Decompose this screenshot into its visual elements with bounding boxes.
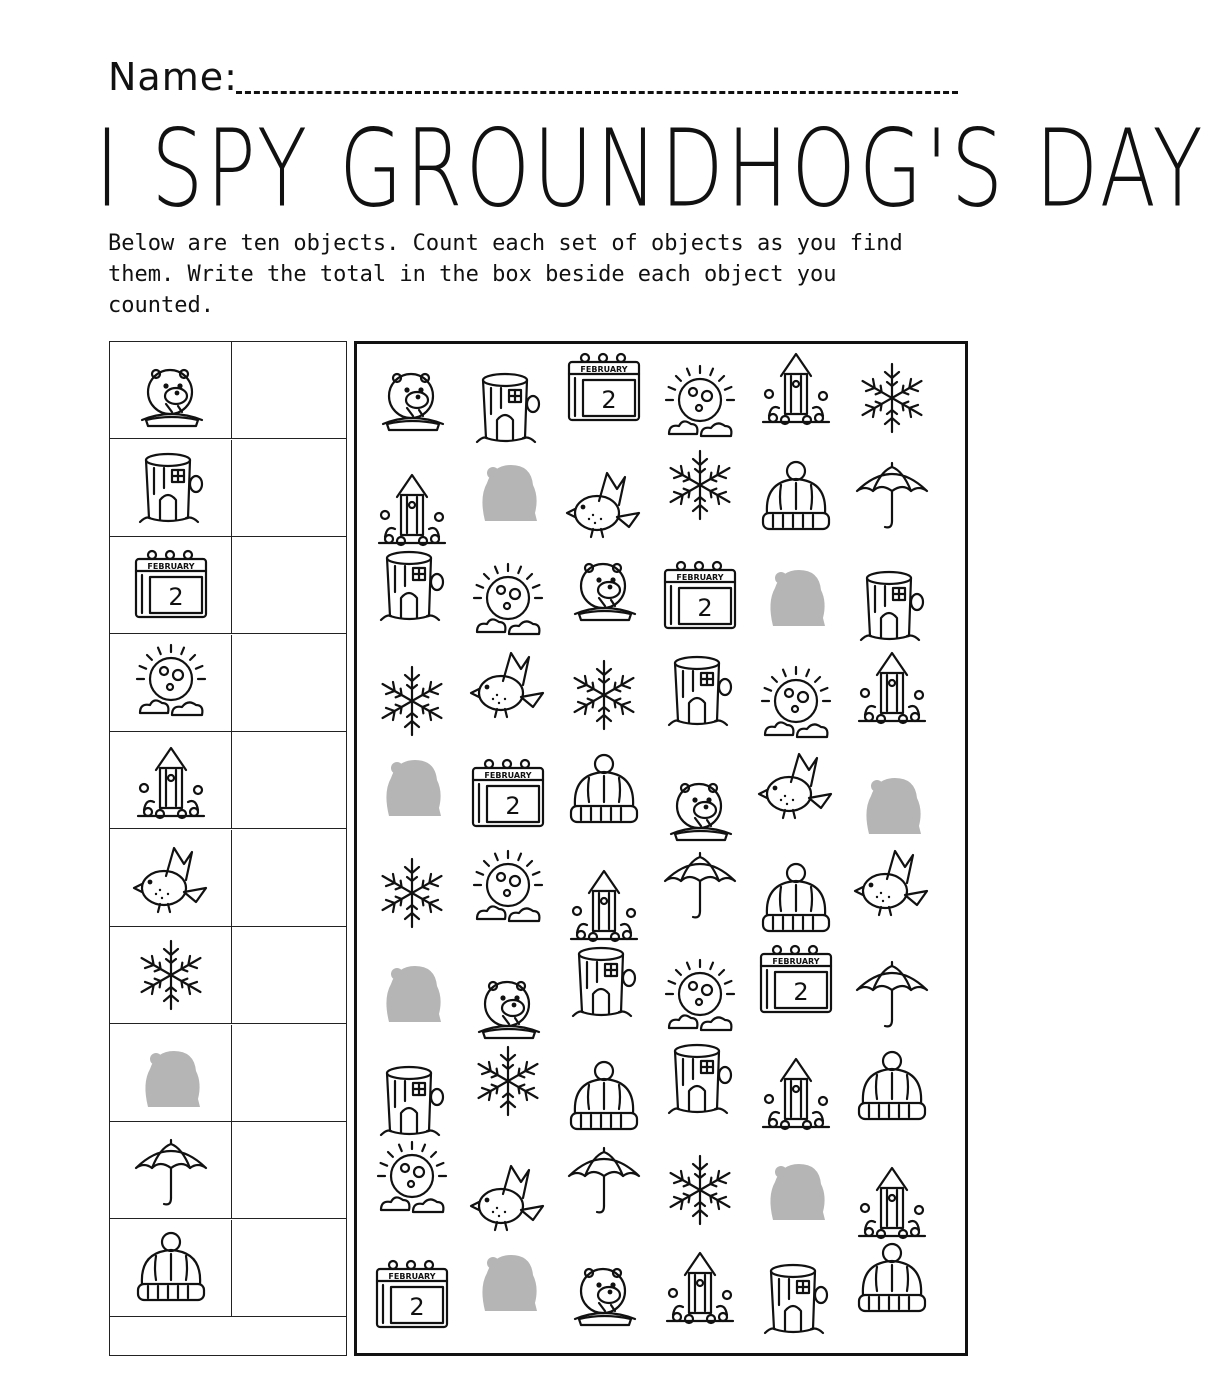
tree-stump-house-icon	[751, 1259, 841, 1339]
tree-stump-house-icon	[126, 448, 216, 528]
instructions-text: Below are ten objects. Count each set of objects as you find them. Write the total in the box beside each object you counted.	[108, 231, 903, 318]
svg-text:2: 2	[697, 594, 713, 622]
name-write-line[interactable]	[236, 91, 958, 94]
beanie-icon	[847, 1047, 937, 1127]
beanie-icon	[751, 859, 841, 939]
shadow-icon	[367, 948, 457, 1028]
sun-cloud-icon	[367, 1140, 457, 1220]
key-row	[110, 342, 346, 439]
answer-box[interactable]	[232, 635, 346, 731]
svg-text:FEBRUARY: FEBRUARY	[484, 771, 532, 780]
svg-text:2: 2	[505, 792, 521, 820]
answer-box[interactable]	[232, 1220, 346, 1316]
snowflake-icon	[655, 1150, 745, 1230]
answer-box[interactable]	[232, 440, 346, 536]
shadow-icon	[751, 1146, 841, 1226]
birdhouse-icon	[559, 863, 649, 943]
beanie-icon	[847, 1239, 937, 1319]
tree-stump-house-icon	[559, 942, 649, 1022]
name-label: Name:	[108, 55, 238, 99]
answer-box[interactable]	[232, 537, 346, 633]
sun-cloud-icon	[655, 958, 745, 1038]
snowflake-icon	[559, 655, 649, 735]
tree-stump-house-icon	[847, 566, 937, 646]
svg-text:FEBRUARY: FEBRUARY	[580, 365, 628, 374]
answer-box[interactable]	[232, 732, 346, 828]
svg-text:2: 2	[409, 1293, 425, 1321]
key-row	[110, 1025, 346, 1122]
sun-cloud-icon	[655, 364, 745, 444]
beanie-icon	[751, 457, 841, 537]
svg-text:FEBRUARY: FEBRUARY	[388, 1272, 436, 1281]
snowflake-icon	[367, 661, 457, 741]
answer-box[interactable]	[232, 927, 346, 1023]
shadow-icon	[847, 760, 937, 840]
birdhouse-icon	[126, 740, 216, 820]
bird-icon	[559, 463, 649, 543]
tree-stump-house-icon	[367, 546, 457, 626]
birdhouse-icon	[655, 1245, 745, 1325]
bird-icon	[847, 841, 937, 921]
calendar-icon	[126, 545, 216, 625]
snowflake-icon	[367, 853, 457, 933]
shadow-icon	[463, 447, 553, 527]
shadow-icon	[367, 742, 457, 822]
calendar-icon	[367, 1255, 457, 1335]
beanie-icon	[559, 1057, 649, 1137]
key-row	[110, 927, 346, 1024]
bird-icon	[751, 744, 841, 824]
birdhouse-icon	[751, 1051, 841, 1131]
key-row	[110, 732, 346, 829]
calendar-icon	[655, 556, 745, 636]
beanie-icon	[126, 1228, 216, 1308]
shadow-icon	[463, 1237, 553, 1317]
answer-box[interactable]	[232, 1025, 346, 1121]
key-icon-cell	[110, 732, 232, 828]
key-icon-cell	[110, 440, 232, 536]
key-row	[110, 635, 346, 732]
calendar-icon	[751, 940, 841, 1020]
key-icon-cell	[110, 1220, 232, 1316]
umbrella-icon	[847, 453, 937, 533]
svg-text:FEBRUARY: FEBRUARY	[772, 957, 820, 966]
key-row	[110, 1220, 346, 1317]
groundhog-icon	[367, 354, 457, 434]
tree-stump-house-icon	[367, 1061, 457, 1141]
snowflake-icon	[463, 1041, 553, 1121]
shadow-icon	[126, 1033, 216, 1113]
svg-text:2: 2	[168, 583, 184, 611]
tree-stump-house-icon	[655, 1039, 745, 1119]
svg-text:FEBRUARY: FEBRUARY	[676, 573, 724, 582]
answer-box[interactable]	[232, 342, 346, 438]
key-row	[110, 830, 346, 927]
key-icon-cell	[110, 927, 232, 1023]
svg-text:2: 2	[793, 978, 809, 1006]
page-title: I SPY GROUNDHOG'S DAY	[95, 108, 1206, 232]
umbrella-icon	[655, 843, 745, 923]
birdhouse-icon	[847, 1160, 937, 1240]
umbrella-icon	[126, 1130, 216, 1210]
key-icon-cell	[110, 830, 232, 926]
key-row	[110, 440, 346, 537]
bird-icon	[126, 838, 216, 918]
shadow-icon	[751, 552, 841, 632]
tree-stump-house-icon	[463, 368, 553, 448]
groundhog-icon	[463, 962, 553, 1042]
answer-key-table	[109, 341, 347, 1356]
sun-cloud-icon	[463, 849, 553, 929]
snowflake-icon	[847, 358, 937, 438]
birdhouse-icon	[751, 346, 841, 426]
groundhog-icon	[559, 544, 649, 624]
key-icon-cell	[110, 1122, 232, 1218]
key-icon-cell	[110, 635, 232, 731]
name-field[interactable]	[108, 55, 958, 105]
snowflake-icon	[655, 445, 745, 525]
groundhog-icon	[655, 764, 745, 844]
key-icon-cell	[110, 537, 232, 633]
beanie-icon	[559, 750, 649, 830]
calendar-icon	[559, 348, 649, 428]
key-row	[110, 537, 346, 634]
birdhouse-icon	[847, 645, 937, 725]
search-picture-area	[354, 341, 968, 1356]
bird-icon	[463, 643, 553, 723]
answer-box[interactable]	[232, 1122, 346, 1218]
sun-cloud-icon	[126, 643, 216, 723]
answer-box[interactable]	[232, 830, 346, 926]
svg-text:FEBRUARY: FEBRUARY	[147, 562, 195, 571]
birdhouse-icon	[367, 467, 457, 547]
key-row	[110, 1122, 346, 1219]
bird-icon	[463, 1156, 553, 1236]
calendar-icon	[463, 754, 553, 834]
key-icon-cell	[110, 1025, 232, 1121]
umbrella-icon	[847, 952, 937, 1032]
key-icon-cell	[110, 342, 232, 438]
svg-text:2: 2	[601, 386, 617, 414]
groundhog-icon	[126, 350, 216, 430]
snowflake-icon	[126, 935, 216, 1015]
umbrella-icon	[559, 1138, 649, 1218]
groundhog-icon	[559, 1249, 649, 1329]
tree-stump-house-icon	[655, 651, 745, 731]
sun-cloud-icon	[751, 665, 841, 745]
sun-cloud-icon	[463, 562, 553, 642]
